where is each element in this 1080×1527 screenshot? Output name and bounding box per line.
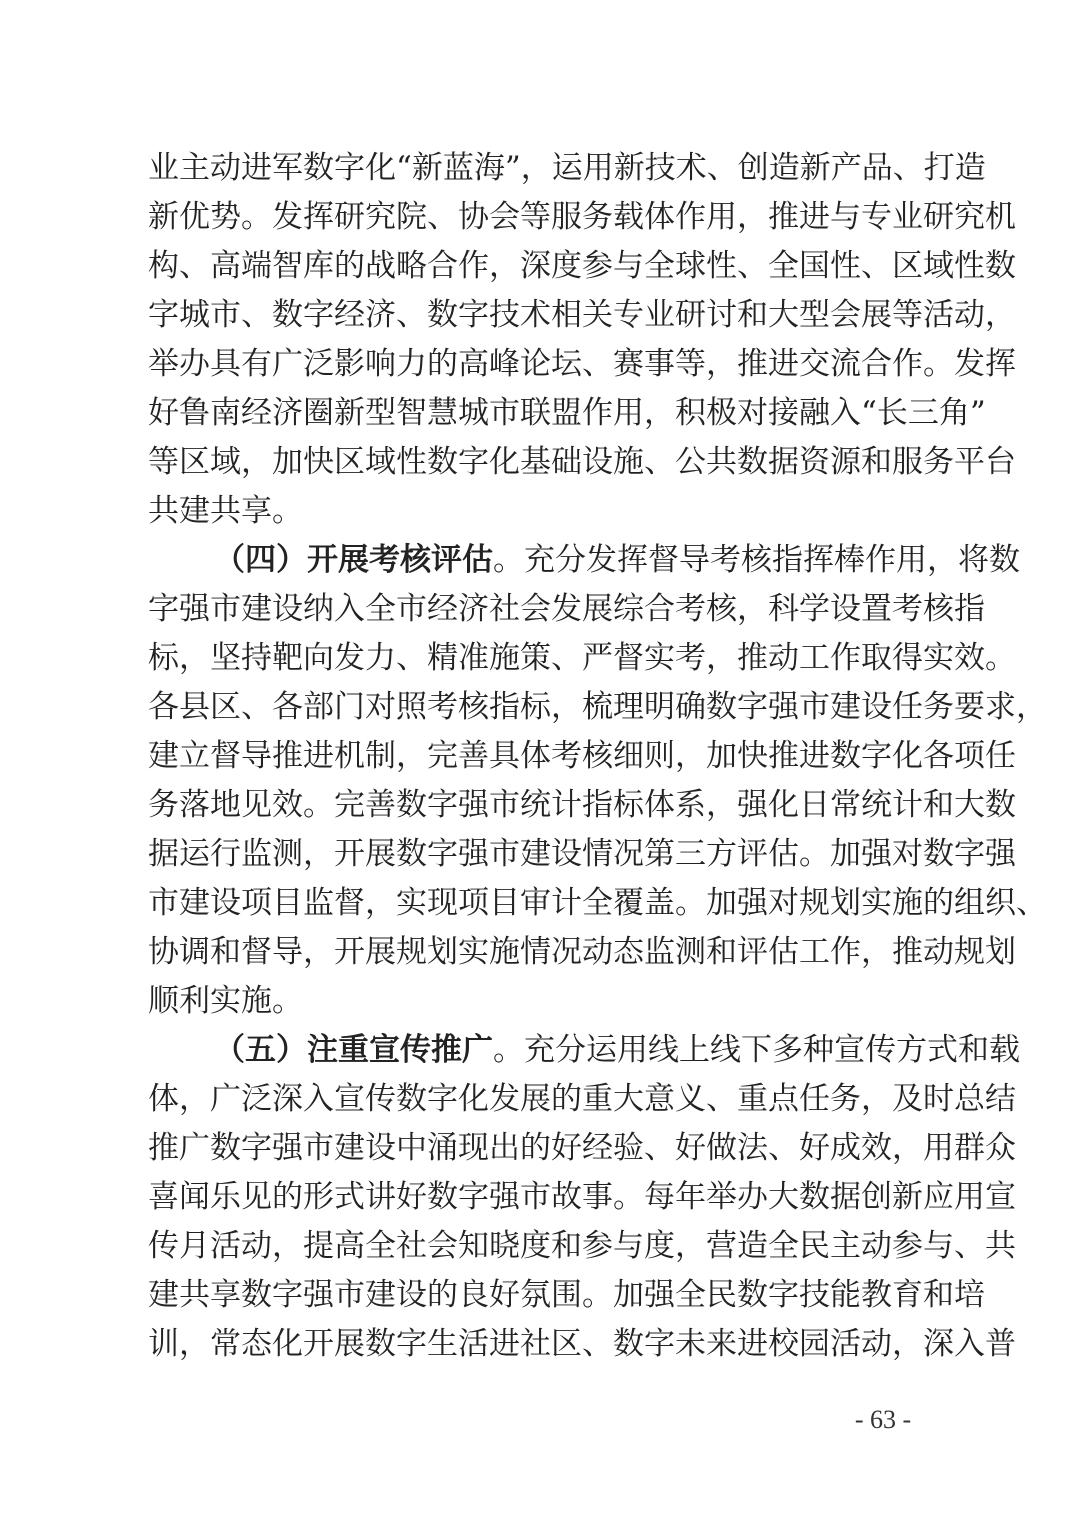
text-line [148, 928, 1016, 977]
text-line [148, 242, 1016, 291]
line-text: 喜闻乐见的形式讲好数字强市故事。每年举办大数据创新应用宣 [148, 1179, 1016, 1215]
line-text: 构、高端智库的战略合作，深度参与全球性、全国性、区域性数 [148, 248, 1016, 284]
text-line [148, 683, 1047, 732]
line-text: 各县区、各部门对照考核指标，梳理明确数字强市建设任务要求， [148, 689, 1047, 725]
line-text: 等区域，加快区域性数字化基础设施、公共数据资源和服务平台 [148, 444, 1016, 480]
line-text: 务落地见效。完善数字强市统计指标体系，强化日常统计和大数 [148, 787, 1016, 823]
text-line [148, 1222, 1016, 1271]
line-text: 好鲁南经济圈新型智慧城市联盟作用，积极对接融入“长三角” [148, 395, 986, 431]
line-text: 建共享数字强市建设的良好氛围。加强全民数字技能教育和培 [148, 1277, 985, 1313]
section-heading-line [148, 1026, 1020, 1075]
line-text: 共建共享。 [148, 493, 303, 529]
text-line [148, 781, 1016, 830]
line-text: 新优势。发挥研究院、协会等服务载体作用，推进与专业研究机 [148, 199, 1016, 235]
line-text: 。充分运用线上线下多种宣传方式和载 [493, 1032, 1020, 1068]
text-line [148, 291, 1016, 340]
section-heading-line [148, 536, 1020, 585]
text-line [148, 1320, 1016, 1369]
text-line [148, 487, 932, 536]
text-line [148, 1173, 1016, 1222]
line-text: 业主动进军数字化“新蓝海”，运用新技术、创造新产品、打造 [148, 150, 986, 186]
text-line [148, 977, 932, 1026]
text-line [148, 879, 1047, 928]
text-line [148, 1124, 1016, 1173]
line-text: 市建设项目监督，实现项目审计全覆盖。加强对规划实施的组织、 [148, 885, 1047, 921]
line-text: 字强市建设纳入全市经济社会发展综合考核，科学设置考核指 [148, 591, 985, 627]
line-text: 字城市、数字经济、数字技术相关专业研讨和大型会展等活动， [148, 297, 1016, 333]
text-line [148, 193, 1016, 242]
line-text: 传月活动，提高全社会知晓度和参与度，营造全民主动参与、共 [148, 1228, 1016, 1264]
line-text: 推广数字强市建设中涌现出的好经验、好做法、好成效，用群众 [148, 1130, 1016, 1166]
line-text: 建立督导推进机制，完善具体考核细则，加快推进数字化各项任 [148, 738, 1016, 774]
line-text: 据运行监测，开展数字强市建设情况第三方评估。加强对数字强 [148, 836, 1016, 872]
line-text: 举办具有广泛影响力的高峰论坛、赛事等，推进交流合作。发挥 [148, 346, 1016, 382]
text-line [148, 830, 1016, 879]
line-text: 体，广泛深入宣传数字化发展的重大意义、重点任务，及时总结 [148, 1081, 1016, 1117]
line-text: 协调和督导，开展规划实施情况动态监测和评估工作，推动规划 [148, 934, 1016, 970]
page-number: - 63 - [854, 1405, 912, 1434]
text-line [148, 732, 1016, 781]
text-line [148, 585, 985, 634]
line-text: 顺利实施。 [148, 983, 303, 1019]
section-heading: （四）开展考核评估 [214, 542, 493, 578]
line-text: 。充分发挥督导考核指挥棒作用，将数 [493, 542, 1020, 578]
line-text: 标，坚持靶向发力、精准施策、严督实考，推动工作取得实效。 [148, 640, 1016, 676]
text-line [148, 340, 1016, 389]
line-text: 训，常态化开展数字生活进社区、数字未来进校园活动，深入普 [148, 1326, 1016, 1362]
text-line [148, 1271, 985, 1320]
text-line [148, 389, 986, 438]
text-line [148, 634, 1016, 683]
text-line [148, 438, 1016, 487]
text-line [148, 144, 986, 193]
text-line [148, 1075, 1016, 1124]
section-heading: （五）注重宣传推广 [214, 1032, 493, 1068]
